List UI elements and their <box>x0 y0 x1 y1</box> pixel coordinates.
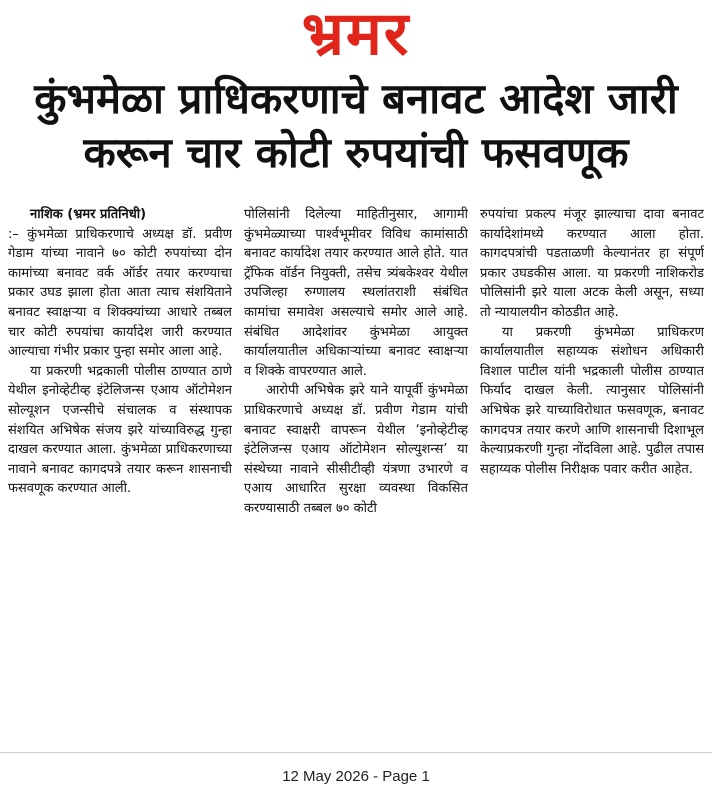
article-body <box>8 205 704 745</box>
dateline: नाशिक (भ्रमर प्रतिनिधी) <box>30 207 147 222</box>
paragraph: पोलिसांनी दिलेल्या माहितीनुसार, आगामी कुंभमेळ्याच्या पार्श्वभूमीवर विविध कामांसाठी बनावट कार्यादेश तयार करण्यात आले होते. यात ट्रॅफिक वॉर्डन नियुक्ती, तसेच त्र्यंबकेश्वर येथील उपजिल्हा रुग्णालय स्थलांतराशी संबंधित कामांचा समावेश असल्याचे समोर आले आहे. संबंधित आदेशांवर कुंभमेळा आयुक्त कार्यालयातील अधिकाऱ्यांच्या बनावट स्वाक्षऱ्या व शिक्के वापरण्यात आले. <box>244 207 468 379</box>
paragraph: रुपयांचा प्रकल्प मंजूर झाल्याचा दावा बनावट कार्यादेशांमध्ये करण्यात आला होता. कागदपत्रांची पडताळणी केल्यानंतर हा संपूर्ण प्रकार उघडकीस आला. या प्रकरणी नाशिकरोड पोलिसांनी झरे याला अटक केली असून, सध्या तो न्यायालयीन कोठडीत आहे. <box>480 207 704 320</box>
article-column-2 <box>244 205 468 745</box>
article-column-3 <box>480 205 704 745</box>
article-headline <box>4 72 708 180</box>
logo-text: भ्रमर <box>301 0 411 69</box>
dateline-paragraph <box>8 205 232 225</box>
page-footer: 12 May 2026 - Page 1 <box>282 768 430 785</box>
headline-line-1: कुंभमेळा प्राधिकरणाचे बनावट आदेश जारी <box>34 74 678 123</box>
footer-divider <box>0 752 712 753</box>
masthead-logo <box>0 2 712 68</box>
headline-line-2: करून चार कोटी रुपयांची फसवणूक <box>83 128 629 177</box>
paragraph: :– कुंभमेळा प्राधिकरणाचे अध्यक्ष डॉ. प्रवीण गेडाम यांच्या नावाने ७० कोटी रुपयांच्या दोन कामांच्या बनावट वर्क ऑर्डर तयार करण्याचा प्रकार उघड झाला होता आता त्याच संशयिताने बनावट स्वाक्षऱ्या व शिक्क्यांच्या आधारे तब्बल चार कोटी रुपयांचा कार्यादेश जारी करण्यात आल्याचा गंभीर प्रकार पुन्हा समोर आला आहे. <box>8 226 232 360</box>
paragraph: आरोपी अभिषेक झरे याने यापूर्वी कुंभमेळा प्राधिकरणाचे अध्यक्ष डॉ. प्रवीण गेडाम यांची बनावट स्वाक्षरी वापरून येथील ‘इनोव्हेटीव्ह इंटेलिजन्स एआय ऑटोमेशन सोल्युशन्स’ या संस्थेच्या नावाने सीसीटीव्ही यंत्रणा उभारणे व एआय आधारित सुरक्षा व्यवस्था विकसित करण्यासाठी तब्बल ७० कोटी <box>244 383 468 516</box>
paragraph: या प्रकरणी भद्रकाली पोलीस ठाण्यात ठाणे येथील इनोव्हेटीव्ह इंटेलिजन्स एआय ऑटोमेशन सोल्यूशन एजन्सीचे संचालक व संस्थापक संशयित अभिषेक संजय झरे यांच्याविरुद्ध गुन्हा दाखल करण्यात आला. कुंभमेळा प्राधिकरणाच्या नावाने बनावट कागदपत्रे तयार करून शासनाची फसवणूक करण्यात आली. <box>8 363 232 497</box>
article-column-1 <box>8 205 232 745</box>
paragraph: या प्रकरणी कुंभमेळा प्राधिकरण कार्यालयातील सहाय्यक संशोधन अधिकारी विशाल पाटील यांनी भद्रकाली पोलीस ठाण्यात फिर्याद दाखल केली. त्यानुसार पोलिसांनी अभिषेक झरे याच्याविरोधात फसवणूक, बनावट कागदपत्र तयार करणे आणि शासनाची दिशाभूल केल्याप्रकरणी गुन्हा नोंदविला आहे. पुढील तपास सहाय्यक पोलीस निरीक्षक पवार करीत आहेत. <box>480 324 704 477</box>
